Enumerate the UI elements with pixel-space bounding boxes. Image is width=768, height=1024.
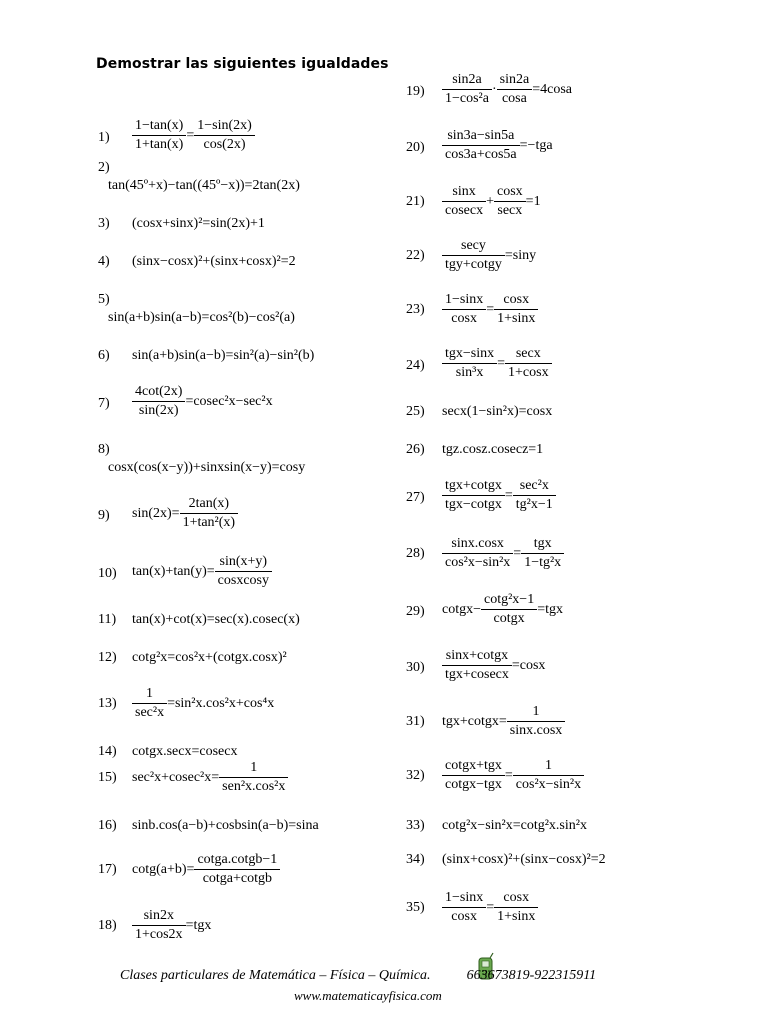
equation-text: tgz.cosz.cosecz=1 bbox=[442, 442, 544, 457]
problem-number: 29) bbox=[406, 604, 425, 619]
problem-equation bbox=[442, 818, 587, 834]
fraction-denominator: 1+tan(x) bbox=[135, 137, 184, 152]
fraction-numerator: cotga.cotgb−1 bbox=[194, 852, 280, 870]
fraction-numerator: secx bbox=[505, 346, 552, 364]
problem-equation bbox=[132, 554, 272, 589]
fraction-denominator: cos²x−sin²x bbox=[515, 777, 582, 792]
problem-equation bbox=[132, 908, 211, 943]
fraction-denominator: cotgx−tgx bbox=[445, 777, 502, 792]
problem-number: 25) bbox=[406, 404, 425, 419]
problem-equation bbox=[132, 612, 300, 628]
fraction-left bbox=[442, 128, 520, 163]
fraction-left bbox=[442, 758, 505, 793]
fraction-denominator: cotgx bbox=[493, 611, 525, 626]
fraction-numerator: sec²x bbox=[513, 478, 556, 496]
fraction-numerator: 1 bbox=[507, 704, 566, 722]
equation-text: cotg²x=cos²x+(cotgx.cosx)² bbox=[132, 650, 287, 665]
problem-equation bbox=[442, 346, 552, 381]
problem-equation bbox=[442, 184, 541, 219]
fraction-numerator: 1 bbox=[219, 760, 288, 778]
problem-equation bbox=[132, 686, 274, 721]
problem-number: 3) bbox=[98, 216, 110, 231]
equation-text: (cosx+sinx)²=sin(2x)+1 bbox=[132, 216, 265, 231]
fraction-denominator: cosecx bbox=[445, 203, 484, 218]
fraction-left bbox=[442, 292, 486, 327]
problem-number: 7) bbox=[98, 396, 110, 411]
problem-equation bbox=[442, 442, 543, 458]
fraction-right bbox=[494, 890, 538, 925]
problem-equation bbox=[132, 852, 280, 887]
equation-left-side: cotg(a+b)= bbox=[132, 861, 195, 877]
fraction-left bbox=[442, 890, 486, 925]
fraction-numerator: sinx bbox=[442, 184, 486, 202]
fraction-denominator: tgx+cosecx bbox=[445, 667, 509, 682]
fraction-denominator: secx bbox=[497, 203, 523, 218]
problem-equation bbox=[108, 178, 300, 194]
equation-right-side: =cosec²x−sec²x bbox=[185, 393, 273, 409]
fraction-right bbox=[513, 478, 556, 513]
fraction-numerator: 1−sinx bbox=[442, 890, 486, 908]
problem-equation bbox=[132, 384, 273, 419]
equation-operator: · bbox=[491, 81, 497, 97]
equation-right-side: =4cosa bbox=[532, 81, 572, 97]
equation-operator: = bbox=[504, 487, 513, 503]
fraction-numerator: sin(x+y) bbox=[215, 554, 272, 572]
problem-equation bbox=[132, 118, 255, 153]
equation-right-side: =1 bbox=[525, 193, 541, 209]
fraction-right bbox=[180, 496, 239, 531]
fraction-left bbox=[442, 72, 492, 107]
problem-number: 19) bbox=[406, 84, 425, 99]
fraction-left bbox=[442, 536, 513, 571]
equation-text: cosx(cos(x−y))+sinxsin(x−y)=cosy bbox=[108, 460, 306, 475]
equation-right-side: =tgx bbox=[537, 601, 563, 617]
fraction-denominator: sec²x bbox=[135, 705, 165, 720]
problem-number: 16) bbox=[98, 818, 117, 833]
fraction-denominator: tg²x−1 bbox=[515, 497, 553, 512]
fraction-denominator: sin(2x) bbox=[138, 403, 179, 418]
equation-text: tan(45º+x)−tan((45º−x))=2tan(2x) bbox=[108, 178, 300, 193]
fraction-numerator: 4cot(2x) bbox=[132, 384, 185, 402]
problem-number: 6) bbox=[98, 348, 110, 363]
problem-equation bbox=[442, 292, 538, 327]
fraction-right bbox=[521, 536, 564, 571]
problem-equation bbox=[132, 744, 237, 760]
fraction-numerator: sin2a bbox=[442, 72, 492, 90]
fraction-denominator: cosxcosy bbox=[217, 573, 269, 588]
fraction-right bbox=[497, 72, 533, 107]
equation-left-side: cotgx− bbox=[442, 601, 481, 617]
fraction-right bbox=[194, 118, 255, 153]
problem-number: 18) bbox=[98, 918, 117, 933]
fraction-numerator: 1−sinx bbox=[442, 292, 486, 310]
problem-number: 23) bbox=[406, 302, 425, 317]
equation-left-side: tan(x)+tan(y)= bbox=[132, 563, 215, 579]
fraction-denominator: cosx bbox=[451, 909, 477, 924]
fraction-numerator: sin3a−sin5a bbox=[442, 128, 520, 146]
equation-operator: = bbox=[513, 545, 522, 561]
problem-number: 28) bbox=[406, 546, 425, 561]
problem-equation bbox=[442, 128, 553, 163]
fraction-left bbox=[442, 478, 505, 513]
fraction-denominator: cos3a+cos5a bbox=[445, 147, 517, 162]
fraction-left bbox=[442, 184, 486, 219]
problem-number: 14) bbox=[98, 744, 117, 759]
fraction-numerator: sinx+cotgx bbox=[442, 648, 512, 666]
fraction-right bbox=[219, 760, 288, 795]
fraction-denominator: 1+cosx bbox=[508, 365, 549, 380]
equation-text: cotgx.secx=cosecx bbox=[132, 744, 238, 759]
problem-number: 9) bbox=[98, 508, 110, 523]
fraction-denominator: cos(2x) bbox=[203, 137, 246, 152]
fraction-numerator: sin2x bbox=[132, 908, 186, 926]
equation-text: sinb.cos(a−b)+cosbsin(a−b)=sina bbox=[132, 818, 319, 833]
fraction-numerator: cotgx+tgx bbox=[442, 758, 505, 776]
fraction-left bbox=[442, 346, 497, 381]
footer-tagline: Clases particulares de Matemática – Física – Química. bbox=[120, 968, 431, 983]
equation-right-side: =sin²x.cos²x+cos⁴x bbox=[167, 695, 275, 711]
equation-text: secx(1−sin²x)=cosx bbox=[442, 404, 553, 419]
fraction-denominator: cotga+cotgb bbox=[202, 871, 273, 886]
page-title: Demostrar las siguientes igualdades bbox=[96, 56, 389, 72]
problem-equation bbox=[108, 460, 305, 476]
problem-equation bbox=[442, 852, 606, 868]
equation-operator: = bbox=[486, 899, 495, 915]
fraction-denominator: cosa bbox=[501, 91, 527, 106]
problem-number: 33) bbox=[406, 818, 425, 833]
problem-number: 34) bbox=[406, 852, 425, 867]
fraction-left bbox=[132, 384, 185, 419]
fraction-denominator: 1−tg²x bbox=[524, 555, 562, 570]
fraction-denominator: tgy+cotgy bbox=[445, 257, 502, 272]
problem-equation bbox=[132, 818, 319, 834]
fraction-right bbox=[215, 554, 272, 589]
problem-equation bbox=[108, 310, 295, 326]
fraction-numerator: sin2a bbox=[497, 72, 533, 90]
fraction-left bbox=[132, 118, 186, 153]
equation-text: sin(a+b)sin(a−b)=cos²(b)−cos²(a) bbox=[108, 310, 295, 325]
equation-right-side: =tgx bbox=[185, 917, 212, 933]
equation-left-side: sin(2x)= bbox=[132, 505, 180, 521]
footer-line bbox=[120, 968, 596, 984]
fraction-denominator: cosx bbox=[451, 311, 477, 326]
fraction-denominator: sin³x bbox=[455, 365, 484, 380]
fraction-right bbox=[494, 292, 538, 327]
problem-equation bbox=[132, 216, 265, 232]
footer-phone: 663673819-922315911 bbox=[466, 968, 597, 983]
problem-equation bbox=[442, 704, 565, 739]
problem-number: 1) bbox=[98, 130, 110, 145]
fraction-denominator: cos²x−sin²x bbox=[445, 555, 511, 570]
fraction-denominator: 1+sinx bbox=[497, 909, 536, 924]
problem-number: 27) bbox=[406, 490, 425, 505]
fraction-left bbox=[442, 238, 505, 273]
problem-equation bbox=[442, 890, 538, 925]
fraction-right bbox=[513, 758, 584, 793]
problem-equation bbox=[132, 496, 238, 531]
fraction-left bbox=[442, 648, 512, 683]
problem-equation bbox=[442, 648, 545, 683]
fraction-denominator: 1+cos2x bbox=[135, 927, 183, 942]
fraction-denominator: 1−cos²a bbox=[445, 91, 489, 106]
fraction-numerator: tgx bbox=[521, 536, 564, 554]
equation-operator: = bbox=[504, 767, 513, 783]
equation-operator: + bbox=[486, 193, 494, 209]
problem-equation bbox=[442, 72, 572, 107]
problem-number: 31) bbox=[406, 714, 425, 729]
fraction-numerator: cotg²x−1 bbox=[481, 592, 537, 610]
problem-number: 21) bbox=[406, 194, 425, 209]
fraction-right bbox=[494, 184, 526, 219]
problem-number: 15) bbox=[98, 770, 117, 785]
equation-text: (sinx−cosx)²+(sinx+cosx)²=2 bbox=[132, 254, 296, 269]
equation-text: (sinx+cosx)²+(sinx−cosx)²=2 bbox=[442, 852, 606, 867]
problem-number: 5) bbox=[98, 292, 110, 307]
problem-equation bbox=[132, 254, 296, 270]
problem-number: 30) bbox=[406, 660, 425, 675]
fraction-right bbox=[194, 852, 280, 887]
fraction-numerator: cosx bbox=[494, 292, 538, 310]
equation-right-side: =siny bbox=[504, 247, 537, 263]
problem-number: 12) bbox=[98, 650, 117, 665]
fraction-numerator: cosx bbox=[494, 184, 526, 202]
equation-text: cotg²x−sin²x=cotg²x.sin²x bbox=[442, 818, 587, 833]
fraction-numerator: secy bbox=[442, 238, 505, 256]
equation-right-side: =−tga bbox=[519, 137, 553, 153]
equation-text: tan(x)+cot(x)=sec(x).cosec(x) bbox=[132, 612, 300, 627]
problem-equation bbox=[132, 650, 287, 666]
fraction-numerator: 1 bbox=[513, 758, 584, 776]
fraction-right bbox=[507, 704, 566, 739]
problem-number: 17) bbox=[98, 862, 117, 877]
equation-operator: = bbox=[486, 301, 495, 317]
equation-operator: = bbox=[497, 355, 506, 371]
problem-number: 4) bbox=[98, 254, 110, 269]
problem-equation bbox=[442, 478, 556, 513]
problem-number: 26) bbox=[406, 442, 425, 457]
problem-equation bbox=[132, 760, 288, 795]
equation-operator: = bbox=[186, 127, 195, 143]
problem-number: 20) bbox=[406, 140, 425, 155]
fraction-numerator: cosx bbox=[494, 890, 538, 908]
equation-text: sin(a+b)sin(a−b)=sin²(a)−sin²(b) bbox=[132, 348, 315, 363]
fraction-numerator: sinx.cosx bbox=[442, 536, 513, 554]
fraction-left bbox=[132, 908, 186, 943]
problem-number: 22) bbox=[406, 248, 425, 263]
problem-equation bbox=[442, 536, 564, 571]
fraction-denominator: 1+sinx bbox=[497, 311, 536, 326]
fraction-right bbox=[481, 592, 537, 627]
fraction-right bbox=[505, 346, 552, 381]
fraction-left bbox=[132, 686, 167, 721]
equation-left-side: tgx+cotgx= bbox=[442, 713, 507, 729]
problem-number: 2) bbox=[98, 160, 110, 175]
problem-equation bbox=[442, 238, 536, 273]
equation-right-side: =cosx bbox=[511, 657, 546, 673]
problem-equation bbox=[442, 592, 563, 627]
fraction-numerator: 2tan(x) bbox=[180, 496, 239, 514]
problem-equation bbox=[442, 404, 552, 420]
problem-number: 32) bbox=[406, 768, 425, 783]
fraction-denominator: sen²x.cos²x bbox=[222, 779, 286, 794]
problem-number: 11) bbox=[98, 612, 117, 627]
problem-equation bbox=[132, 348, 314, 364]
problem-number: 13) bbox=[98, 696, 117, 711]
fraction-numerator: tgx−sinx bbox=[442, 346, 497, 364]
problem-number: 8) bbox=[98, 442, 110, 457]
footer-website-link[interactable]: www.matematicayfisica.com bbox=[294, 988, 442, 1003]
problem-number: 35) bbox=[406, 900, 425, 915]
fraction-numerator: tgx+cotgx bbox=[442, 478, 505, 496]
fraction-denominator: 1+tan²(x) bbox=[182, 515, 236, 530]
problem-number: 10) bbox=[98, 566, 117, 581]
fraction-numerator: 1 bbox=[132, 686, 167, 704]
fraction-numerator: 1−tan(x) bbox=[132, 118, 186, 136]
equation-left-side: sec²x+cosec²x= bbox=[132, 769, 220, 785]
fraction-denominator: tgx−cotgx bbox=[445, 497, 502, 512]
problem-equation bbox=[442, 758, 584, 793]
fraction-denominator: sinx.cosx bbox=[509, 723, 563, 738]
fraction-numerator: 1−sin(2x) bbox=[194, 118, 255, 136]
problem-number: 24) bbox=[406, 358, 425, 373]
